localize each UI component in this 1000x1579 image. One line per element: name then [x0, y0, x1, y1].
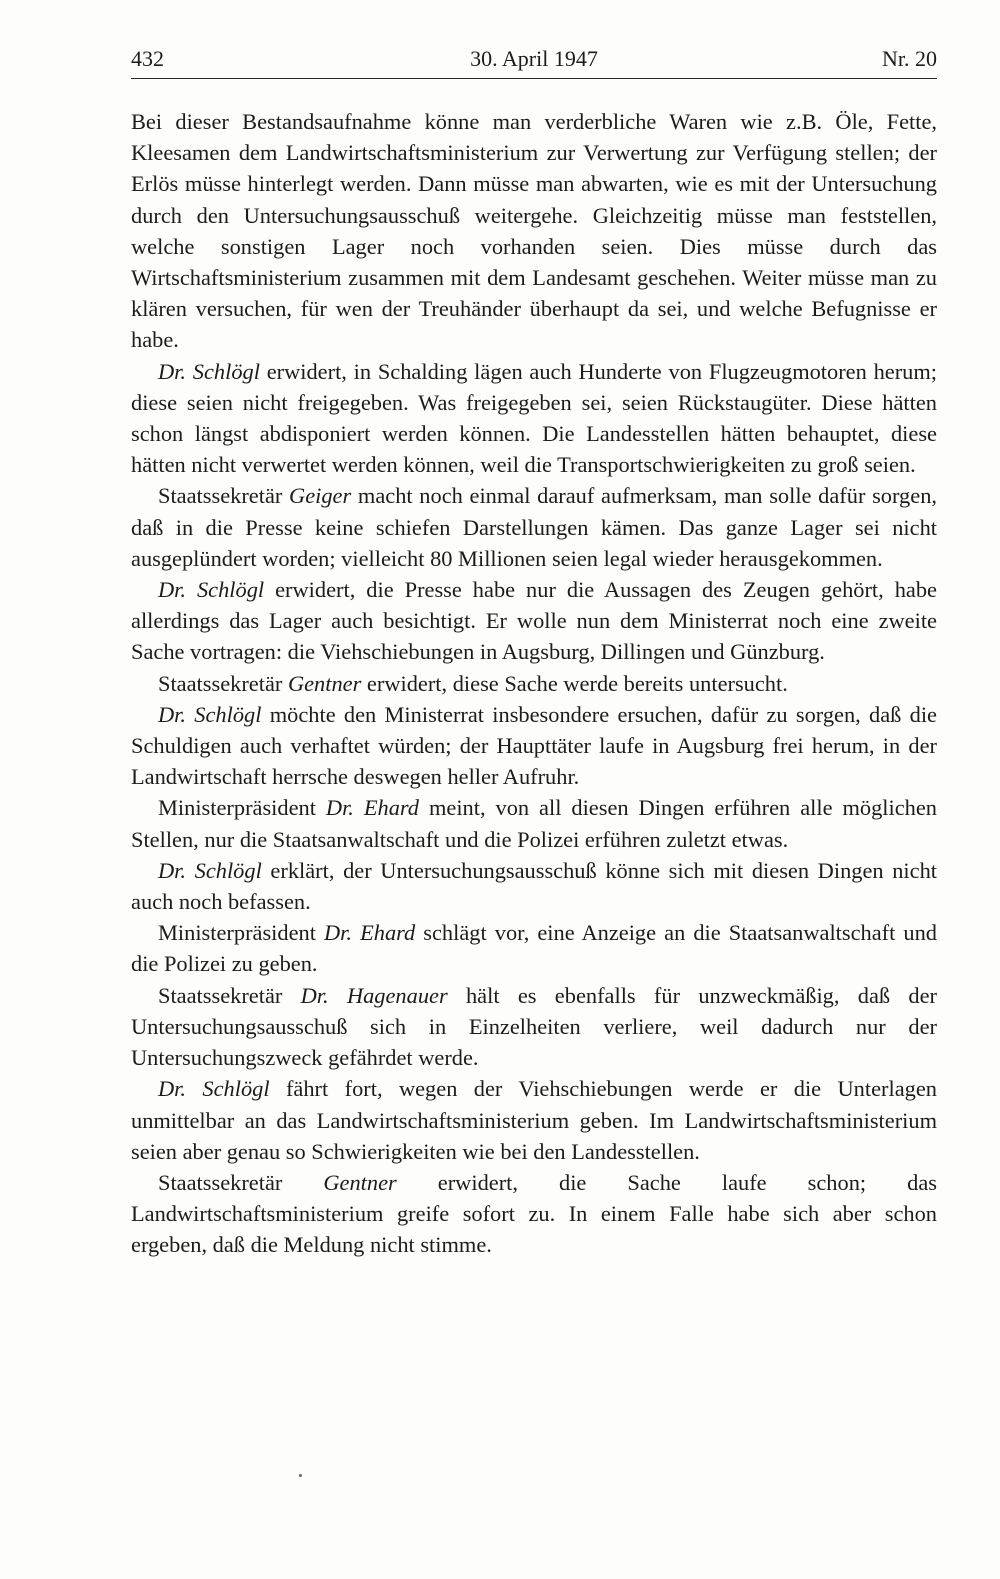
paragraph-8: [131, 855, 937, 917]
paragraph-text: Bei dieser Bestandsaufnahme könne man verderbliche Waren wie z.B. Öle, Fette, Kleesamen dem Landwirtschaftsministerium zur Verwertung zur Verfügung stellen; der Erlös müsse hinterlegt werden. Dann müsse man abwarten, wie es mit der Untersuchung durch den Untersuchungsausschuß weitergehe. Gleichzeitig müsse man feststellen, welche sonstigen Lager noch vorhanden seien. Dies müsse durch das Wirtschaftsministerium zusammen mit dem Landesamt geschehen. Weiter müsse man zu klären versuchen, für wen der Treuhänder überhaupt da sei, und welche Befugnisse er habe.: [131, 109, 937, 353]
paragraph-text: erwidert, in Schalding lägen auch Hunderte von Flugzeugmotoren herum; diese seien nicht freigegeben. Was freigegeben sei, seien Rückstaugüter. Diese hätten schon längst abdisponiert werden können. Die Landesstellen hätten behauptet, diese hätten nicht verwertet werden können, weil die Transportschwierigkeiten zu groß seien.: [131, 358, 938, 478]
paragraph-7: [131, 792, 937, 854]
paragraph-6: [131, 699, 937, 793]
paragraph-text: erwidert, die Presse habe nur die Aussagen des Zeugen gehört, habe allerdings das Lager auch besichtigt. Er wolle nun dem Ministerrat noch eine zweite Sache vortragen: die Viehschiebungen in Augsburg, Dillingen und Günzburg.: [131, 577, 937, 665]
page-speck: [299, 1474, 302, 1477]
paragraph-text: erwidert, diese Sache werde bereits untersucht.: [361, 670, 788, 696]
speaker-name: Geiger: [289, 483, 352, 509]
speaker-name: Dr. Ehard: [324, 920, 416, 946]
paragraph-3: [131, 480, 937, 574]
header-date: 30. April 1947: [470, 46, 598, 71]
issue-number: Nr. 20: [882, 46, 937, 71]
paragraph-4: [131, 574, 937, 668]
speaker-title: Staatssekretär: [158, 982, 301, 1008]
speaker-name: Dr. Schlögl: [158, 857, 262, 883]
paragraph-11: [131, 1073, 937, 1167]
speaker-title: Ministerpräsident: [158, 920, 325, 946]
paragraph-text: meint, von all diesen Dingen erführen alle möglichen Stellen, nur die Staatsanwaltschaft und die Polizei erführen zuletzt etwas.: [131, 795, 937, 852]
paragraph-9: [131, 917, 937, 979]
speaker-title: Staatssekretär: [158, 670, 288, 696]
paragraph-text: fährt fort, wegen der Viehschiebungen werde er die Unterlagen unmittelbar an das Landwirtschaftsministerium geben. Im Landwirtschaftsministerium seien aber genau so Schwierigkeiten wie bei den Landesstellen.: [131, 1076, 937, 1164]
paragraph-text: erwidert, die Sache laufe schon; das Landwirtschaftsministerium greife sofort zu. In einem Falle habe sich aber schon ergeben, daß die Meldung nicht stimme.: [131, 1169, 937, 1258]
paragraph-text: macht noch einmal darauf aufmerksam, man solle dafür sorgen, daß in die Presse keine schiefen Darstellungen kämen. Das ganze Lager sei nicht ausgeplündert worden; vielleicht 80 Millionen seien legal wieder herausgekommen.: [131, 483, 937, 571]
paragraph-text: schlägt vor, eine Anzeige an die Staatsanwaltschaft und die Polizei zu geben.: [131, 920, 937, 977]
speaker-name: Dr. Ehard: [325, 795, 420, 821]
paragraph-12: [131, 1167, 937, 1261]
speaker-title: Staatssekretär: [158, 1169, 324, 1195]
speaker-title: Ministerpräsident: [158, 795, 326, 821]
speaker-name: Dr. Hagenauer: [300, 982, 448, 1008]
paragraph-text: hält es ebenfalls für unzweckmäßig, daß der Untersuchungsausschuß sich in Einzelheiten verliere, weil dadurch nur der Untersuchungszweck gefährdet werde.: [131, 982, 937, 1071]
header-rule: [131, 78, 937, 79]
speaker-name: Gentner: [323, 1169, 397, 1195]
running-head: [131, 44, 937, 74]
paragraph-text: möchte den Ministerrat insbesondere ersuchen, dafür zu sorgen, daß die Schuldigen auch verhaftet würden; der Haupttäter laufe in Augsburg frei herum, in der Landwirtschaft herrsche deswegen heller Aufruhr.: [131, 701, 937, 790]
speaker-name: Gentner: [287, 670, 362, 696]
paragraph-2: [131, 356, 937, 481]
speaker-name: Dr. Schlögl: [158, 577, 265, 603]
page-number: 432: [131, 46, 164, 71]
paragraph-10: [131, 980, 937, 1074]
body-text: [131, 106, 937, 1261]
paragraph-5: [131, 668, 937, 699]
speaker-name: Dr. Schlögl: [158, 358, 260, 384]
speaker-title: Staatssekretär: [158, 483, 290, 509]
paragraph-1: [131, 106, 937, 356]
paragraph-text: erklärt, der Untersuchungsausschuß könne sich mit diesen Dingen nicht auch noch befassen.: [131, 857, 937, 915]
speaker-name: Dr. Schlögl: [158, 1076, 270, 1102]
speaker-name: Dr. Schlögl: [158, 701, 262, 727]
